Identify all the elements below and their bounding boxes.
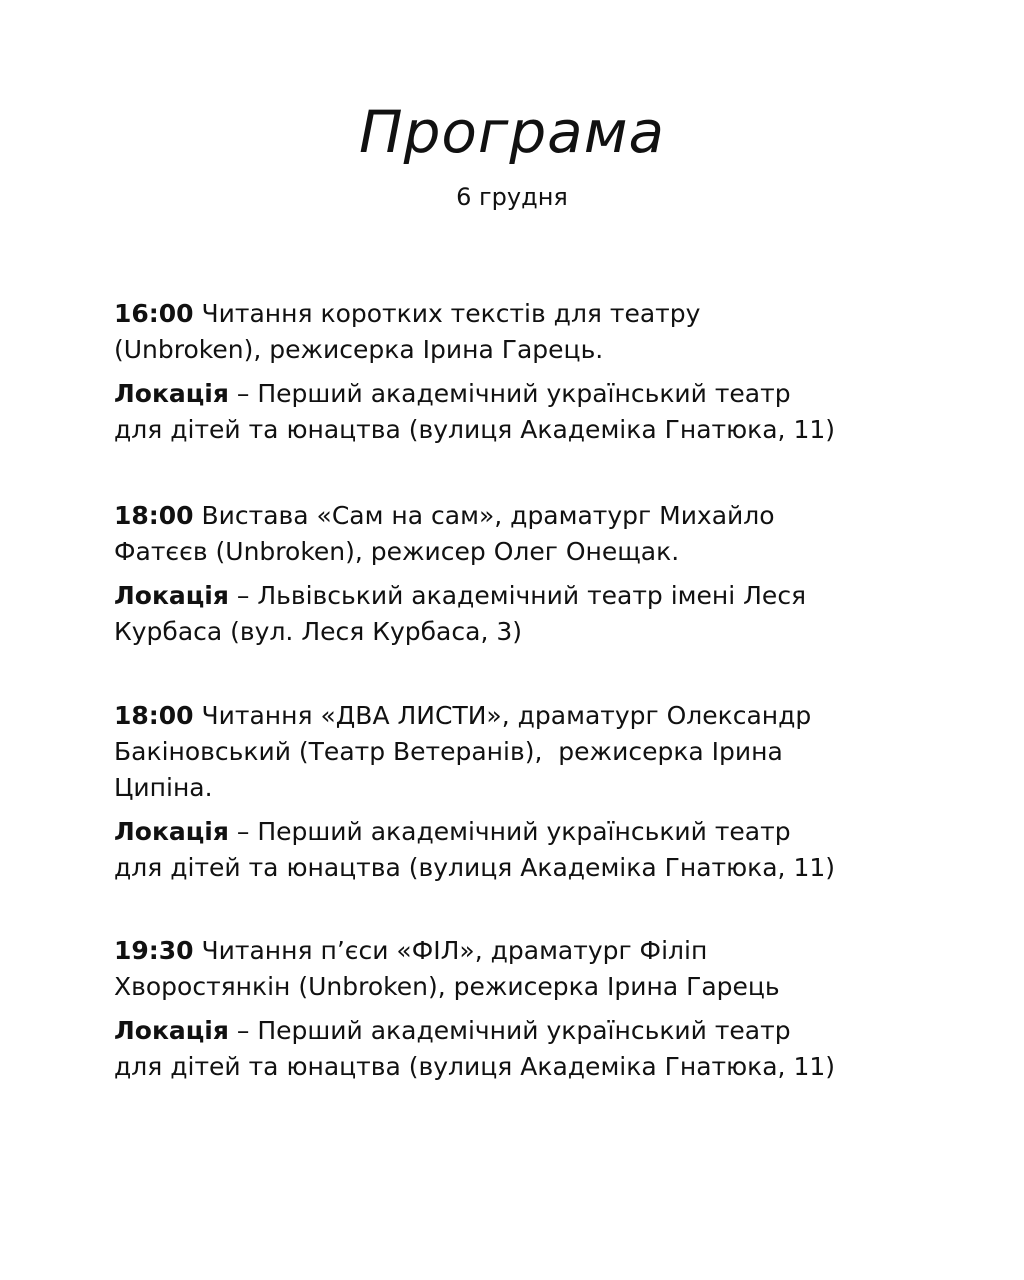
event-description <box>114 698 914 806</box>
event-location-line: – Перший академічний український театр <box>228 379 791 408</box>
event-location <box>114 578 914 650</box>
event-description-line: Бакіновський (Театр Ветеранів), режисерка Ірина <box>114 737 783 766</box>
event-time: 18:00 <box>114 501 194 530</box>
event-description-line: Хворостянкін (Unbroken), режисерка Ірина Гарець <box>114 972 780 1001</box>
location-label: Локація <box>114 379 229 408</box>
event-location-line: для дітей та юнацтва (вулиця Академіка Гнатюка, 11) <box>114 415 836 444</box>
event-location-line: для дітей та юнацтва (вулиця Академіка Гнатюка, 11) <box>114 853 836 882</box>
event-description-line: Читання п’єси «ФІЛ», драматург Філіп <box>193 936 708 965</box>
event-location <box>114 814 914 886</box>
date-subtitle: 6 грудня <box>456 183 568 211</box>
event-time: 19:30 <box>114 936 194 965</box>
location-label: Локація <box>114 581 229 610</box>
event-location-line: – Перший академічний український театр <box>228 817 791 846</box>
page-title: Програма <box>358 98 666 166</box>
event-item <box>114 296 914 448</box>
event-description <box>114 296 914 368</box>
event-item <box>114 933 914 1085</box>
event-location-line: для дітей та юнацтва (вулиця Академіка Гнатюка, 11) <box>114 1052 836 1081</box>
event-item <box>114 698 914 886</box>
event-time: 16:00 <box>114 299 194 328</box>
event-location-line: – Перший академічний український театр <box>228 1016 791 1045</box>
event-description-line: Читання коротких текстів для театру <box>193 299 701 328</box>
location-label: Локація <box>114 1016 229 1045</box>
event-description-line: (Unbroken), режисерка Ірина Гарець. <box>114 335 604 364</box>
event-time: 18:00 <box>114 701 194 730</box>
event-location-line: Курбаса (вул. Леся Курбаса, 3) <box>114 617 522 646</box>
event-location-line: – Львівський академічний театр імені Леся <box>228 581 807 610</box>
location-label: Локація <box>114 817 229 846</box>
event-description-line: Вистава «Сам на сам», драматург Михайло <box>193 501 775 530</box>
event-description <box>114 933 914 1005</box>
event-description-line: Ципіна. <box>114 773 213 802</box>
event-description <box>114 498 914 570</box>
event-description-line: Читання «ДВА ЛИСТИ», драматург Олександр <box>193 701 812 730</box>
event-location <box>114 376 914 448</box>
event-item <box>114 498 914 650</box>
event-location <box>114 1013 914 1085</box>
event-description-line: Фатєєв (Unbroken), режисер Олег Онещак. <box>114 537 680 566</box>
